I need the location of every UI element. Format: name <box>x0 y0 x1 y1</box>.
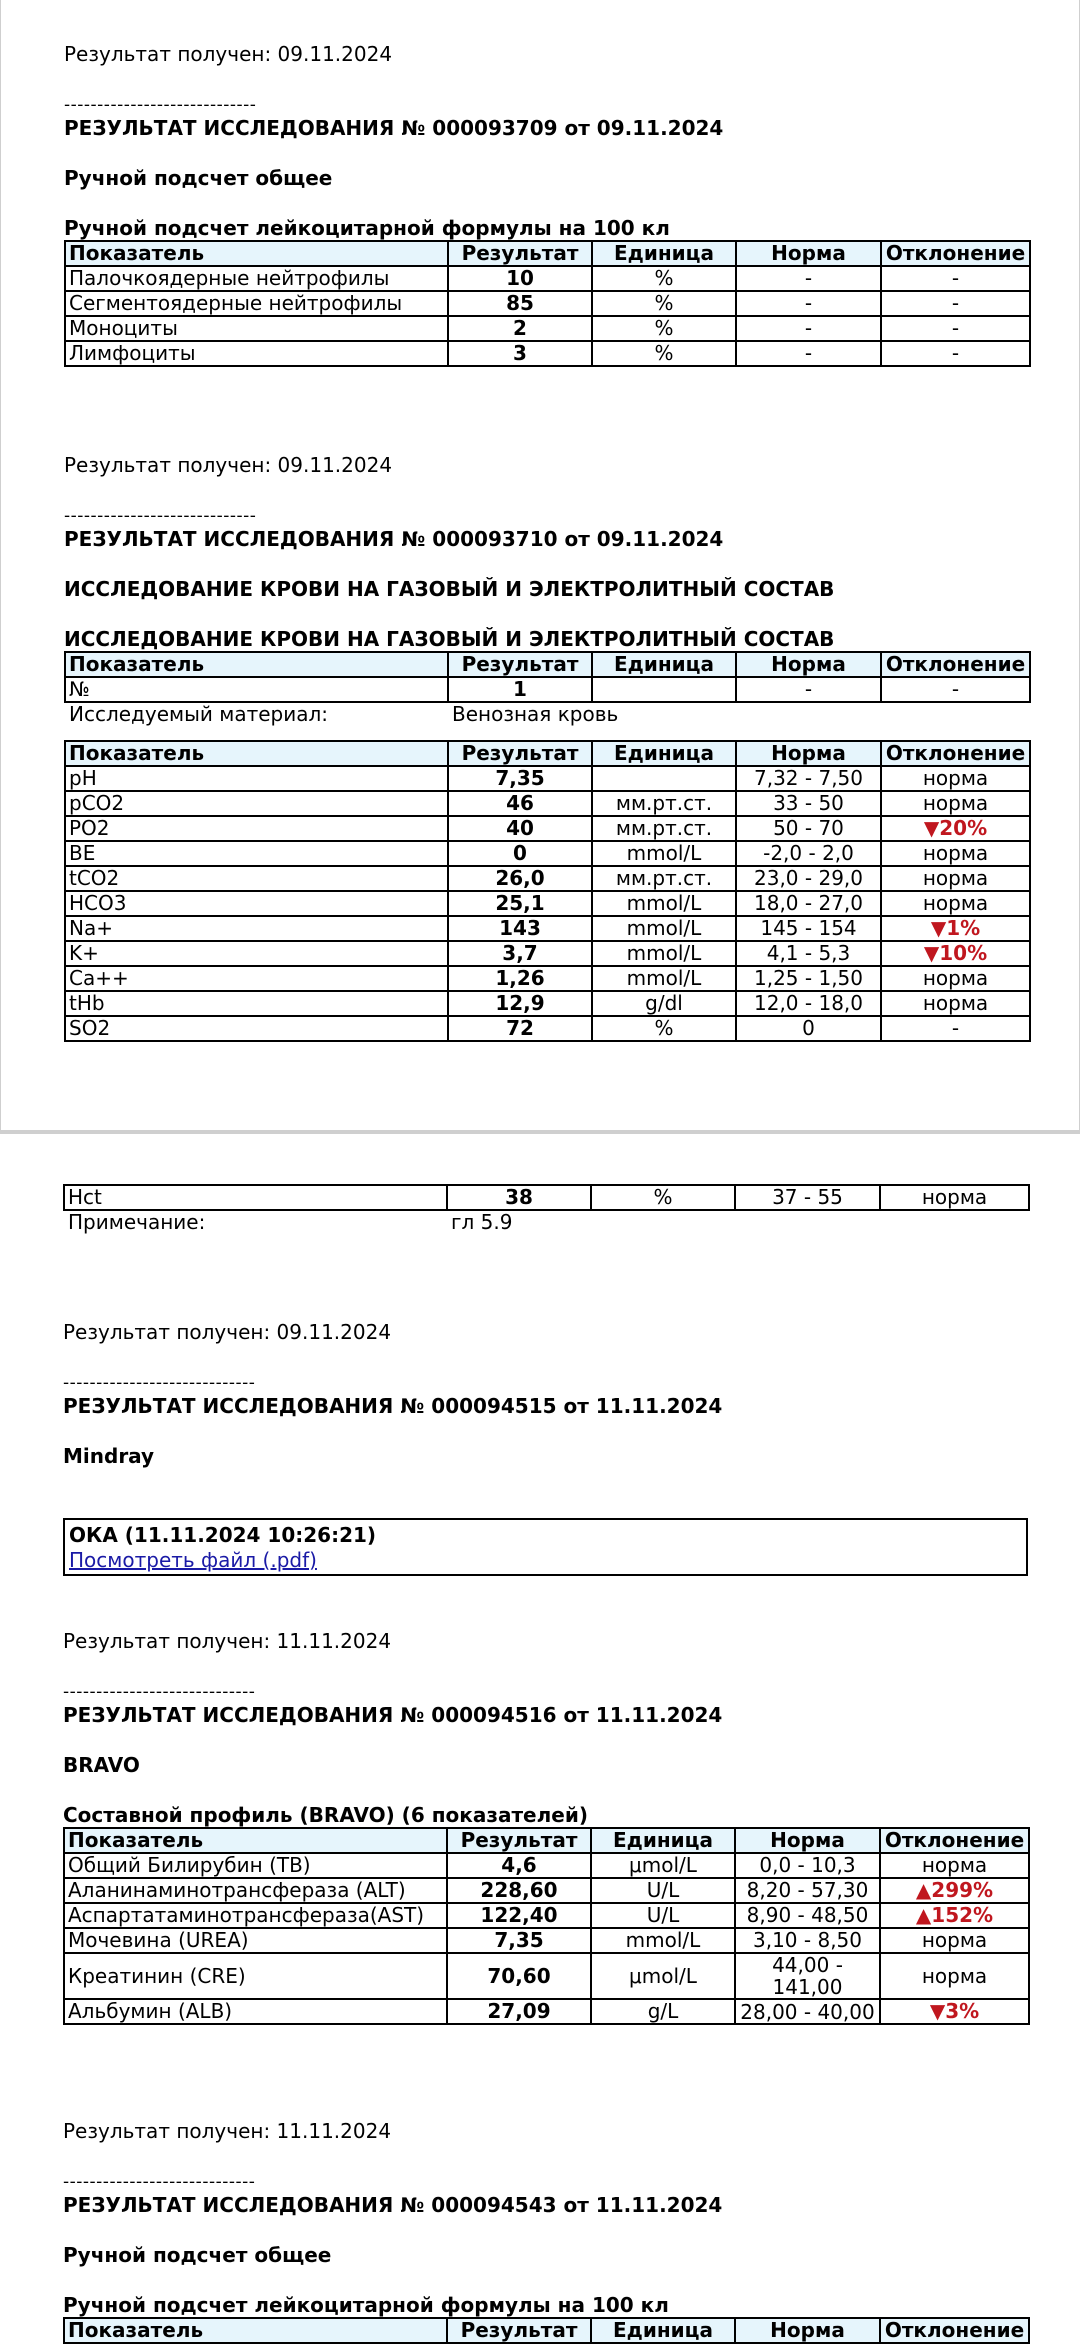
study-heading: РЕЗУЛЬТАТ ИССЛЕДОВАНИЯ № 000093710 от 09.11.2024 <box>64 527 724 551</box>
cell-norm: 33 - 50 <box>736 791 881 816</box>
cell-unit: % <box>591 1185 735 1210</box>
divider-line: ----------------------------- <box>63 2172 256 2192</box>
cell-deviation: норма <box>881 966 1030 991</box>
column-header-indicator: Показатель <box>65 652 448 677</box>
column-header-deviation: Отклонение <box>881 652 1030 677</box>
cell-unit: % <box>592 291 736 316</box>
cell-indicator: PO2 <box>65 816 448 841</box>
cell-indicator: № <box>65 677 448 702</box>
cell-indicator: Альбумин (ALB) <box>64 1999 447 2024</box>
cell-unit: mmol/L <box>592 941 736 966</box>
column-header-unit: Единица <box>592 241 736 266</box>
cell-norm: -2,0 - 2,0 <box>736 841 881 866</box>
file-title: ОКА (11.11.2024 10:26:21) <box>69 1523 377 1547</box>
study-subheading: Ручной подсчет общее <box>63 2243 332 2267</box>
table-row <box>65 1016 1030 1041</box>
cell-norm: 145 - 154 <box>736 916 881 941</box>
cell-norm: 8,20 - 57,30 <box>735 1878 880 1903</box>
cell-indicator: Креатинин (CRE) <box>64 1953 447 1999</box>
column-header-result: Результат <box>448 241 592 266</box>
cell-deviation: - <box>881 1016 1030 1041</box>
cell-unit: мм.рт.ст. <box>592 866 736 891</box>
table-title: Ручной подсчет лейкоцитарной формулы на 100 кл <box>64 216 670 240</box>
table-row <box>64 1853 1029 1878</box>
table-row <box>65 341 1030 366</box>
table-row <box>65 677 1030 702</box>
cell-norm: 12,0 - 18,0 <box>736 991 881 1016</box>
cell-unit: U/L <box>591 1878 735 1903</box>
cell-result: 1,26 <box>448 966 592 991</box>
column-header-unit: Единица <box>592 652 736 677</box>
column-header-unit: Единица <box>592 741 736 766</box>
cell-norm: 28,00 - 40,00 <box>735 1999 880 2024</box>
note-row <box>64 1210 1029 1234</box>
cell-result: 40 <box>448 816 592 841</box>
table-header-row <box>65 741 1030 766</box>
cell-result: 4,6 <box>447 1853 591 1878</box>
table-row <box>64 1878 1029 1903</box>
result-received-date: Результат получен: 09.11.2024 <box>64 42 393 66</box>
cell-result: 228,60 <box>447 1878 591 1903</box>
cell-unit: мм.рт.ст. <box>592 816 736 841</box>
cell-deviation: норма <box>881 891 1030 916</box>
result-received-date: Результат получен: 11.11.2024 <box>63 2119 392 2143</box>
cell-unit: mmol/L <box>592 916 736 941</box>
note-value: гл 5.9 <box>451 1210 513 1234</box>
cell-indicator: Аспартатаминотрансфераза(AST) <box>64 1903 447 1928</box>
table-row <box>64 1953 1029 1999</box>
cell-deviation: ▼20% <box>881 816 1030 841</box>
cell-unit: мм.рт.ст. <box>592 791 736 816</box>
blood-gas-number-table <box>64 651 1031 726</box>
table-row <box>64 1999 1029 2024</box>
cell-norm: 4,1 - 5,3 <box>736 941 881 966</box>
cell-indicator: Лимфоциты <box>65 341 448 366</box>
divider-line: ----------------------------- <box>64 506 257 526</box>
cell-deviation: норма <box>881 766 1030 791</box>
result-received-date: Результат получен: 11.11.2024 <box>63 1629 392 1653</box>
cell-norm: 18,0 - 27,0 <box>736 891 881 916</box>
cell-deviation: норма <box>880 1185 1029 1210</box>
cell-result: 27,09 <box>447 1999 591 2024</box>
cell-unit: μmol/L <box>591 1853 735 1878</box>
cell-norm: - <box>736 316 881 341</box>
cell-result: 1 <box>448 677 592 702</box>
cell-deviation: - <box>881 341 1030 366</box>
cell-norm: 3,10 - 8,50 <box>735 1928 880 1953</box>
column-header-deviation: Отклонение <box>880 2318 1029 2343</box>
cell-result: 12,9 <box>448 991 592 1016</box>
cell-norm: 0,0 - 10,3 <box>735 1853 880 1878</box>
column-header-norm: Норма <box>735 1828 880 1853</box>
cell-unit: % <box>592 341 736 366</box>
table-row <box>65 841 1030 866</box>
table-row <box>65 791 1030 816</box>
table-title: Составной профиль (BRAVO) (6 показателей) <box>63 1803 588 1827</box>
column-header-result: Результат <box>448 652 592 677</box>
column-header-result: Результат <box>447 1828 591 1853</box>
divider-line: ----------------------------- <box>64 95 257 115</box>
cell-norm: 8,90 - 48,50 <box>735 1903 880 1928</box>
table-row <box>64 1928 1029 1953</box>
column-header-indicator: Показатель <box>65 741 448 766</box>
cell-result: 143 <box>448 916 592 941</box>
column-header-unit: Единица <box>591 1828 735 1853</box>
column-header-norm: Норма <box>736 241 881 266</box>
blood-gas-table-continued <box>63 1184 1030 1234</box>
bravo-profile-table <box>63 1827 1030 2025</box>
cell-deviation: норма <box>881 791 1030 816</box>
table-title: Ручной подсчет лейкоцитарной формулы на 100 кл <box>63 2293 669 2317</box>
table-row <box>64 1903 1029 1928</box>
cell-unit <box>592 677 736 702</box>
cell-indicator: Na+ <box>65 916 448 941</box>
table-header-row <box>65 652 1030 677</box>
cell-norm: 37 - 55 <box>735 1185 880 1210</box>
cell-deviation: ▼1% <box>881 916 1030 941</box>
cell-result: 3,7 <box>448 941 592 966</box>
cell-result: 2 <box>448 316 592 341</box>
cell-deviation: норма <box>880 1853 1029 1878</box>
cell-norm: 0 <box>736 1016 881 1041</box>
cell-deviation: - <box>881 316 1030 341</box>
cell-unit: mmol/L <box>591 1928 735 1953</box>
column-header-deviation: Отклонение <box>881 241 1030 266</box>
cell-result: 26,0 <box>448 866 592 891</box>
cell-indicator: Ca++ <box>65 966 448 991</box>
table-row <box>65 816 1030 841</box>
cell-indicator: Общий Билирубин (TB) <box>64 1853 447 1878</box>
table-title: ИССЛЕДОВАНИЕ КРОВИ НА ГАЗОВЫЙ И ЭЛЕКТРОЛИТНЫЙ СОСТАВ <box>64 627 835 651</box>
cell-deviation: - <box>881 266 1030 291</box>
cell-indicator: pCO2 <box>65 791 448 816</box>
study-subheading: Mindray <box>63 1444 155 1468</box>
file-attachment-box <box>63 1518 1028 1576</box>
column-header-norm: Норма <box>736 652 881 677</box>
cell-norm: 1,25 - 1,50 <box>736 966 881 991</box>
report-page-1 <box>0 0 1080 1130</box>
cell-norm: 23,0 - 29,0 <box>736 866 881 891</box>
view-pdf-link[interactable]: Посмотреть файл (.pdf) <box>69 1548 317 1572</box>
table-row <box>65 916 1030 941</box>
cell-indicator: pH <box>65 766 448 791</box>
cell-result: 3 <box>448 341 592 366</box>
cell-deviation: ▲299% <box>880 1878 1029 1903</box>
material-value: Венозная кровь <box>452 702 619 726</box>
result-received-date: Результат получен: 09.11.2024 <box>63 1320 392 1344</box>
table-header-row <box>65 241 1030 266</box>
cell-deviation: ▲152% <box>880 1903 1029 1928</box>
cell-deviation: ▼3% <box>880 1999 1029 2024</box>
table-row <box>65 891 1030 916</box>
column-header-deviation: Отклонение <box>881 741 1030 766</box>
table-row <box>65 291 1030 316</box>
cell-unit: g/dl <box>592 991 736 1016</box>
cell-result: 7,35 <box>448 766 592 791</box>
cell-norm: - <box>736 341 881 366</box>
cell-result: 85 <box>448 291 592 316</box>
cell-indicator: Hct <box>64 1185 447 1210</box>
table-row <box>65 316 1030 341</box>
cell-norm: 50 - 70 <box>736 816 881 841</box>
cell-result: 46 <box>448 791 592 816</box>
column-header-deviation: Отклонение <box>880 1828 1029 1853</box>
table-row <box>64 1185 1029 1210</box>
cell-indicator: BE <box>65 841 448 866</box>
note-label: Примечание: <box>68 1210 206 1234</box>
cell-result: 38 <box>447 1185 591 1210</box>
column-header-indicator: Показатель <box>64 2318 447 2343</box>
cell-deviation: - <box>881 677 1030 702</box>
cell-unit: % <box>592 1016 736 1041</box>
table-row <box>65 941 1030 966</box>
study-heading: РЕЗУЛЬТАТ ИССЛЕДОВАНИЯ № 000093709 от 09.11.2024 <box>64 116 724 140</box>
cell-deviation: норма <box>880 1928 1029 1953</box>
cell-norm: 7,32 - 7,50 <box>736 766 881 791</box>
cell-deviation: - <box>881 291 1030 316</box>
cell-result: 10 <box>448 266 592 291</box>
column-header-result: Результат <box>447 2318 591 2343</box>
study-heading: РЕЗУЛЬТАТ ИССЛЕДОВАНИЯ № 000094515 от 11.11.2024 <box>63 1394 723 1418</box>
blood-gas-table <box>64 740 1031 1042</box>
table-row <box>65 266 1030 291</box>
study-heading: РЕЗУЛЬТАТ ИССЛЕДОВАНИЯ № 000094543 от 11.11.2024 <box>63 2193 723 2217</box>
divider-line: ----------------------------- <box>63 1682 256 1702</box>
cell-indicator: Палочкоядерные нейтрофилы <box>65 266 448 291</box>
column-header-norm: Норма <box>735 2318 880 2343</box>
study-subheading: BRAVO <box>63 1753 140 1777</box>
cell-indicator: Сегментоядерные нейтрофилы <box>65 291 448 316</box>
column-header-norm: Норма <box>736 741 881 766</box>
cell-unit: mmol/L <box>592 966 736 991</box>
cell-indicator: Моноциты <box>65 316 448 341</box>
cell-result: 25,1 <box>448 891 592 916</box>
cell-deviation: норма <box>880 1953 1029 1999</box>
cell-indicator: tCO2 <box>65 866 448 891</box>
cell-unit: % <box>592 316 736 341</box>
cell-deviation: норма <box>881 841 1030 866</box>
table-row <box>65 991 1030 1016</box>
cell-norm: - <box>736 677 881 702</box>
cell-indicator: SO2 <box>65 1016 448 1041</box>
cell-norm: - <box>736 291 881 316</box>
cell-result: 0 <box>448 841 592 866</box>
cell-indicator: HCO3 <box>65 891 448 916</box>
table-row <box>65 866 1030 891</box>
table-row <box>65 966 1030 991</box>
cell-unit: μmol/L <box>591 1953 735 1999</box>
manual-count-table <box>64 240 1031 367</box>
cell-unit: % <box>592 266 736 291</box>
cell-deviation: ▼10% <box>881 941 1030 966</box>
cell-deviation: норма <box>881 866 1030 891</box>
cell-unit: U/L <box>591 1903 735 1928</box>
cell-result: 122,40 <box>447 1903 591 1928</box>
column-header-indicator: Показатель <box>64 1828 447 1853</box>
material-row <box>65 702 1030 726</box>
cell-result: 7,35 <box>447 1928 591 1953</box>
cell-unit: g/L <box>591 1999 735 2024</box>
table-row <box>65 766 1030 791</box>
cell-indicator: Аланинаминотрансфераза (ALT) <box>64 1878 447 1903</box>
column-header-indicator: Показатель <box>65 241 448 266</box>
cell-deviation: норма <box>881 991 1030 1016</box>
cell-unit: mmol/L <box>592 891 736 916</box>
study-subheading: Ручной подсчет общее <box>64 166 333 190</box>
study-heading: РЕЗУЛЬТАТ ИССЛЕДОВАНИЯ № 000094516 от 11.11.2024 <box>63 1703 723 1727</box>
material-label: Исследуемый материал: <box>69 702 329 726</box>
column-header-unit: Единица <box>591 2318 735 2343</box>
report-page-2 <box>0 1134 1080 2340</box>
cell-norm: - <box>736 266 881 291</box>
cell-indicator: tHb <box>65 991 448 1016</box>
table-header-row <box>64 2318 1029 2343</box>
study-subheading: ИССЛЕДОВАНИЕ КРОВИ НА ГАЗОВЫЙ И ЭЛЕКТРОЛИТНЫЙ СОСТАВ <box>64 577 835 601</box>
result-received-date: Результат получен: 09.11.2024 <box>64 453 393 477</box>
cell-result: 72 <box>448 1016 592 1041</box>
cell-unit: mmol/L <box>592 841 736 866</box>
cell-unit <box>592 766 736 791</box>
cell-result: 70,60 <box>447 1953 591 1999</box>
divider-line: ----------------------------- <box>63 1373 256 1393</box>
table-header-row <box>64 1828 1029 1853</box>
cell-indicator: Мочевина (UREA) <box>64 1928 447 1953</box>
column-header-result: Результат <box>448 741 592 766</box>
cell-norm: 44,00 - 141,00 <box>735 1953 880 1999</box>
cell-indicator: K+ <box>65 941 448 966</box>
